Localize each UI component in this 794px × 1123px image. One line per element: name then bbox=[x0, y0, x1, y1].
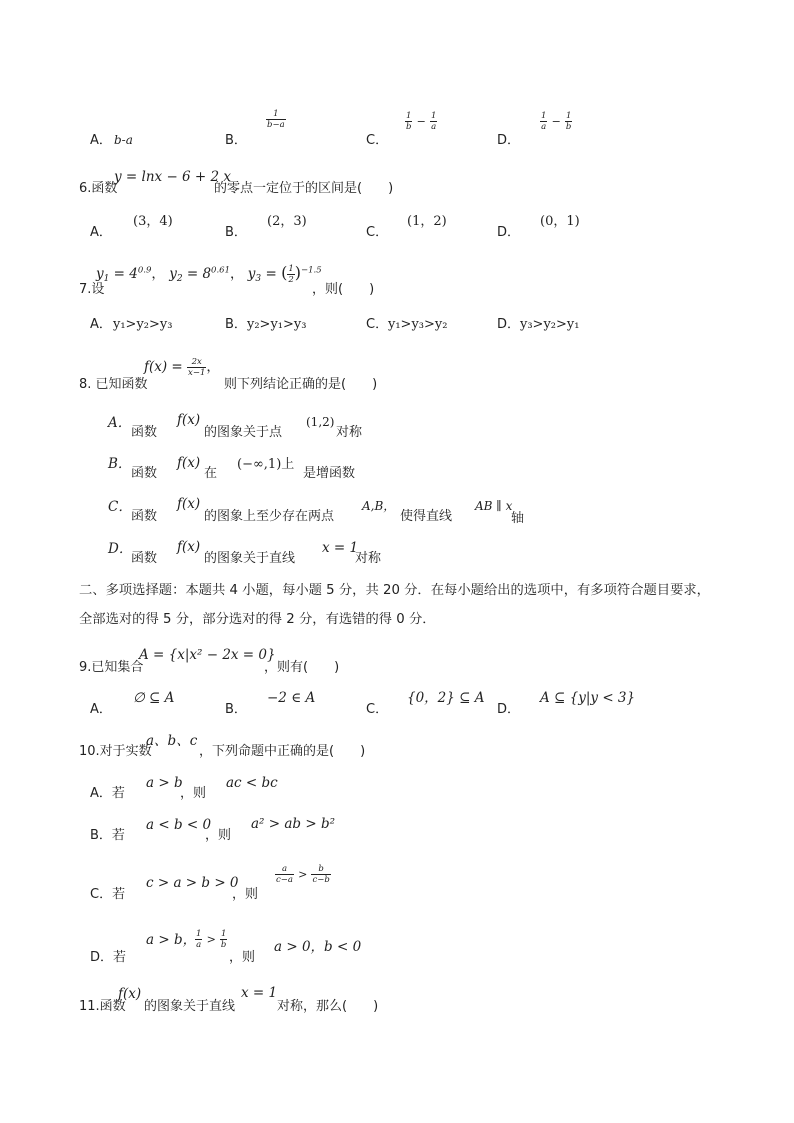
q10-a-result: ac < bc bbox=[226, 775, 278, 791]
q8-c-text3: 使得直线 bbox=[400, 509, 453, 524]
q6-option-d: (0，1) bbox=[540, 214, 580, 229]
q11-line: x = 1 bbox=[241, 985, 278, 1001]
q9-option-b: −2 ∈ A bbox=[267, 690, 316, 706]
q10-c-cond: c > a > b > 0 bbox=[146, 875, 239, 891]
q8-option-c-label: C． bbox=[108, 499, 132, 515]
q11-suffix: 对称，那么( ) bbox=[277, 999, 379, 1014]
q11-mid: 的图象关于直线 bbox=[144, 999, 236, 1014]
q8-a-text1: 函数 bbox=[131, 425, 158, 440]
q5-option-d: $\frac{1}{a}$ − $\frac{1}{b}$ bbox=[541, 111, 572, 132]
q10-d-cond: a > b， bbox=[146, 932, 197, 948]
q10-b-result: a² > ab > b² bbox=[251, 816, 335, 832]
section-2-line-2: 全部选对的得 5 分，部分选对的得 2 分，有选错的得 0 分． bbox=[79, 612, 436, 627]
q8-c-math2: AB ∥ x bbox=[475, 499, 513, 513]
q8-option-d-label: D． bbox=[108, 541, 133, 557]
q6-prefix: 6.函数 bbox=[79, 181, 118, 196]
q8-b-func: f(x) bbox=[177, 455, 201, 471]
q8-a-text2: 的图象关于点 bbox=[204, 425, 283, 440]
q8-c-text2: 的图象上至少存在两点 bbox=[204, 509, 335, 524]
q10-suffix: ，下列命题中正确的是( ) bbox=[199, 744, 366, 759]
q7-option-d-label: D． bbox=[497, 317, 521, 332]
q6-suffix: 的零点一定位于的区间是( ) bbox=[214, 181, 394, 196]
q6-option-b-label: B． bbox=[225, 225, 247, 240]
q9-option-c-label: C． bbox=[366, 702, 389, 717]
q7-option-b-label: B． bbox=[225, 317, 247, 332]
q7-option-d: y₃>y₂>y₁ bbox=[520, 317, 580, 332]
q6-option-b: (2，3) bbox=[267, 214, 307, 229]
q8-d-func: f(x) bbox=[177, 539, 201, 555]
q10-option-a-label: A．若 bbox=[90, 786, 125, 801]
q5-option-a: b-a bbox=[114, 133, 133, 147]
q8-a-func: f(x) bbox=[177, 412, 201, 428]
q7-option-b: y₂>y₁>y₃ bbox=[247, 317, 307, 332]
q9-option-d: A ⊆ {y|y < 3} bbox=[540, 690, 636, 706]
q10-d-result: a > 0，b < 0 bbox=[274, 939, 362, 955]
q7-option-a: y₁>y₂>y₃ bbox=[113, 317, 173, 332]
q5-option-d-label: D． bbox=[497, 133, 521, 148]
q11-func: f(x) bbox=[118, 986, 142, 1002]
q7-option-c: y₁>y₃>y₂ bbox=[388, 317, 448, 332]
q9-option-a: ∅ ⊆ A bbox=[133, 690, 175, 706]
q9-prefix: 9.已知集合 bbox=[79, 660, 144, 675]
q6-formula: y = lnx − 6 + 2 x bbox=[114, 169, 232, 185]
q10-option-d-label: D．若 bbox=[90, 950, 127, 965]
q10-c-then: ，则 bbox=[232, 887, 259, 902]
q9-suffix: ，则有( ) bbox=[264, 660, 340, 675]
q8-b-text2: 在 bbox=[204, 466, 218, 481]
q10-b-cond: a < b < 0 bbox=[146, 817, 212, 833]
q10-option-b-label: B．若 bbox=[90, 828, 125, 843]
q8-d-text3: 对称 bbox=[355, 551, 382, 566]
q7-prefix: 7.设 bbox=[79, 282, 105, 297]
q10-vars: a、b、c bbox=[146, 733, 198, 749]
q9-option-a-label: A． bbox=[90, 702, 112, 717]
q5-option-c: $\frac{1}{b}$ − $\frac{1}{a}$ bbox=[406, 111, 437, 132]
q8-option-b-label: B． bbox=[108, 456, 132, 472]
q7-option-c-label: C． bbox=[366, 317, 389, 332]
q8-c-text1: 函数 bbox=[131, 509, 158, 524]
q8-option-a-label: A． bbox=[108, 415, 132, 431]
q8-c-text4: 轴 bbox=[511, 511, 525, 526]
q8-d-text2: 的图象关于直线 bbox=[204, 551, 296, 566]
q7-suffix: ，则( ) bbox=[312, 282, 375, 297]
q6-option-d-label: D． bbox=[497, 225, 521, 240]
q8-a-math: (1,2) bbox=[306, 415, 335, 429]
q8-b-text1: 函数 bbox=[131, 466, 158, 481]
q9-formula: A = {x|x² − 2x = 0} bbox=[139, 647, 276, 663]
q5-option-b-label: B． bbox=[225, 133, 247, 148]
q5-option-a-label: A． bbox=[90, 133, 112, 148]
q8-c-math: A,B， bbox=[362, 499, 396, 513]
q9-option-d-label: D． bbox=[497, 702, 521, 717]
q10-d-then: ，则 bbox=[229, 950, 256, 965]
q6-option-a: (3，4) bbox=[133, 214, 173, 229]
q9-option-c: {0，2} ⊆ A bbox=[407, 690, 485, 706]
q10-c-result: $\frac{a}{c-a}$ > $\frac{b}{c-b}$ bbox=[276, 864, 330, 885]
q8-b-text3: 是增函数 bbox=[303, 466, 356, 481]
q10-b-then: ，则 bbox=[205, 828, 232, 843]
q10-d-cond2: $\frac{1}{a}$ > $\frac{1}{b}$ bbox=[196, 929, 227, 950]
q10-option-c-label: C．若 bbox=[90, 887, 126, 902]
q8-suffix: 则下列结论正确的是( ) bbox=[224, 377, 378, 392]
q6-option-a-label: A． bbox=[90, 225, 112, 240]
q7-option-a-label: A． bbox=[90, 317, 112, 332]
q8-c-func: f(x) bbox=[177, 496, 201, 512]
q10-a-then: ，则 bbox=[180, 786, 207, 801]
q5-option-b bbox=[266, 109, 286, 130]
q8-prefix: 8. 已知函数 bbox=[79, 377, 148, 392]
q8-a-text3: 对称 bbox=[336, 425, 363, 440]
q10-prefix: 10.对于实数 bbox=[79, 744, 152, 759]
q8-d-text1: 函数 bbox=[131, 551, 158, 566]
q6-option-c: (1，2) bbox=[407, 214, 447, 229]
q5-b-num: 1 bbox=[273, 109, 279, 119]
q8-b-math: (−∞,1)上 bbox=[237, 457, 295, 472]
q10-a-cond: a > b bbox=[146, 775, 183, 791]
q5-option-c-label: C． bbox=[366, 133, 389, 148]
q11-prefix: 11.函数 bbox=[79, 999, 126, 1014]
q8-d-math: x = 1 bbox=[322, 540, 359, 556]
q9-option-b-label: B． bbox=[225, 702, 247, 717]
section-2-line-1: 二、多项选择题：本题共 4 小题，每小题 5 分，共 20 分．在每小题给出的选项中，有多项符合题目要求， bbox=[79, 583, 710, 598]
q7-formula: $y_1 = 4^{0.9}$， $y_2 = 8^{0.61}$， $y_3$ = ( $\frac{1}{2}$ )$^{-1.5}$ bbox=[96, 263, 322, 285]
q6-option-c-label: C． bbox=[366, 225, 389, 240]
q5-b-den: b−a bbox=[267, 120, 285, 130]
q8-function: f(x) = $\frac{2x}{x-1}$ ， bbox=[144, 357, 220, 378]
